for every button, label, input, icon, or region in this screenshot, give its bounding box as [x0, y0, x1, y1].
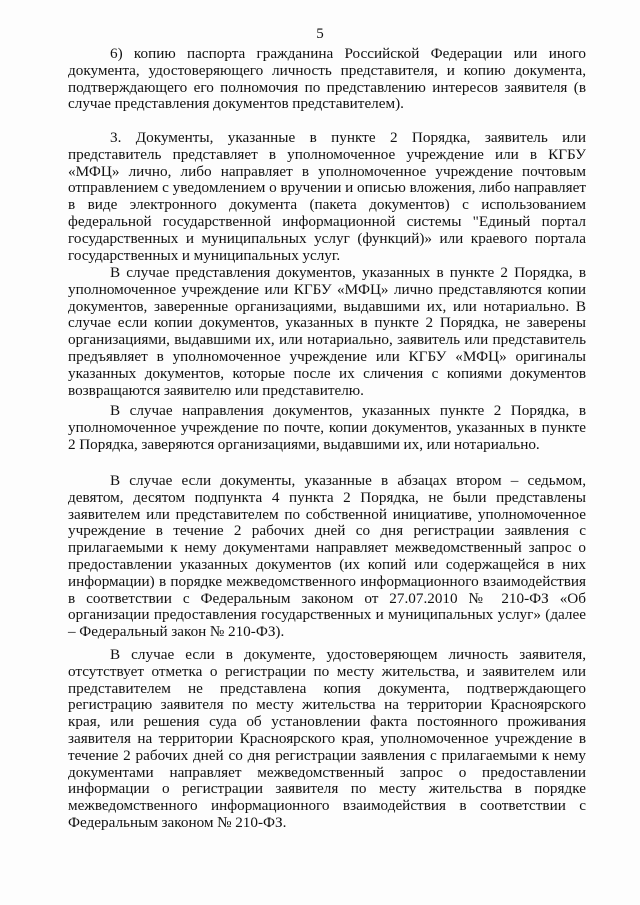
- paragraph-2: [68, 130, 586, 264]
- paragraph-6: [68, 647, 586, 832]
- paragraph-2-text: 3. Документы, указанные в пункте 2 Порядка, заявитель или представитель представляет в уполномоченное учреждение или в КГБУ «МФЦ» лично, либо направляет в уполномоченное учреждение почтовым отправлением с уведомлением о вручении и описью вложения, либо направляет в виде электронного документа (пакета документов) с использованием федеральной государственной информационной системы "Единый портал государственных и муниципальных услуг (функций)» или краевого портала государственных и муниципальных услуг.: [68, 129, 586, 264]
- paragraph-1: [68, 46, 586, 113]
- page-number: 5: [316, 26, 324, 42]
- paragraph-3: [68, 265, 586, 399]
- paragraph-6-text: В случае если в документе, удостоверяющем личность заявителя, отсутствует отметка о регистрации по месту жительства, и заявителем или представителем не представлена копия документа, подтверждающего регистрацию заявителя по месту жительства на территории Красноярского края, или решения суда об установлении факта постоянного проживания заявителя на территории Красноярского края, уполномоченное учреждение в течение 2 рабочих дней со дня регистрации заявления с прилагаемыми к нему документами направляет межведомственный запрос о предоставлении информации о регистрации заявителя по месту жительства в порядке межведомственного информационного взаимодействия в соответствии с Федеральным законом № 210-ФЗ.: [68, 646, 586, 831]
- paragraph-3-text: В случае представления документов, указанных в пункте 2 Порядка, в уполномоченное учреждение или КГБУ «МФЦ» лично представляются копии документов, заверенные организациями, выдавшими их, или нотариально. В случае если копии документов, указанных в пункте 2 Порядка, не заверены организациями, выдавшими их, или нотариально, заявитель или представитель предъявляет в уполномоченное учреждение или КГБУ «МФЦ» оригиналы указанных документов, которые после их сличения с копиями документов возвращаются заявителю или представителю.: [68, 264, 586, 399]
- paragraph-4: [68, 403, 586, 453]
- paragraph-1-text: 6) копию паспорта гражданина Российской Федерации или иного документа, удостоверяющего личность представителя, и копию документа, подтверждающего его полномочия по представлению интересов заявителя (в случае представления документов представителем).: [68, 45, 586, 113]
- paragraph-5: [68, 473, 586, 641]
- paragraph-4-text: В случае направления документов, указанных пункте 2 Порядка, в уполномоченное учреждение по почте, копии документов, указанных в пункте 2 Порядка, заверяются организациями, выдавшими их, или нотариально.: [68, 402, 586, 453]
- paragraph-5-text: В случае если документы, указанные в абзацах втором – седьмом, девятом, десятом подпункта 4 пункта 2 Порядка, не были представлены заявителем или представителем по собственной инициативе, уполномоченное учреждение в течение 2 рабочих дней со дня регистрации заявления с прилагаемыми к нему документами направляет межведомственный запрос о предоставлении указанных документов (их копий или содержащейся в них информации) в порядке межведомственного информационного взаимодействия в соответствии с Федеральным законом от 27.07.2010 № 210-ФЗ «Об организации предоставления государственных и муниципальных услуг» (далее – Федеральный закон № 210-ФЗ).: [68, 472, 586, 641]
